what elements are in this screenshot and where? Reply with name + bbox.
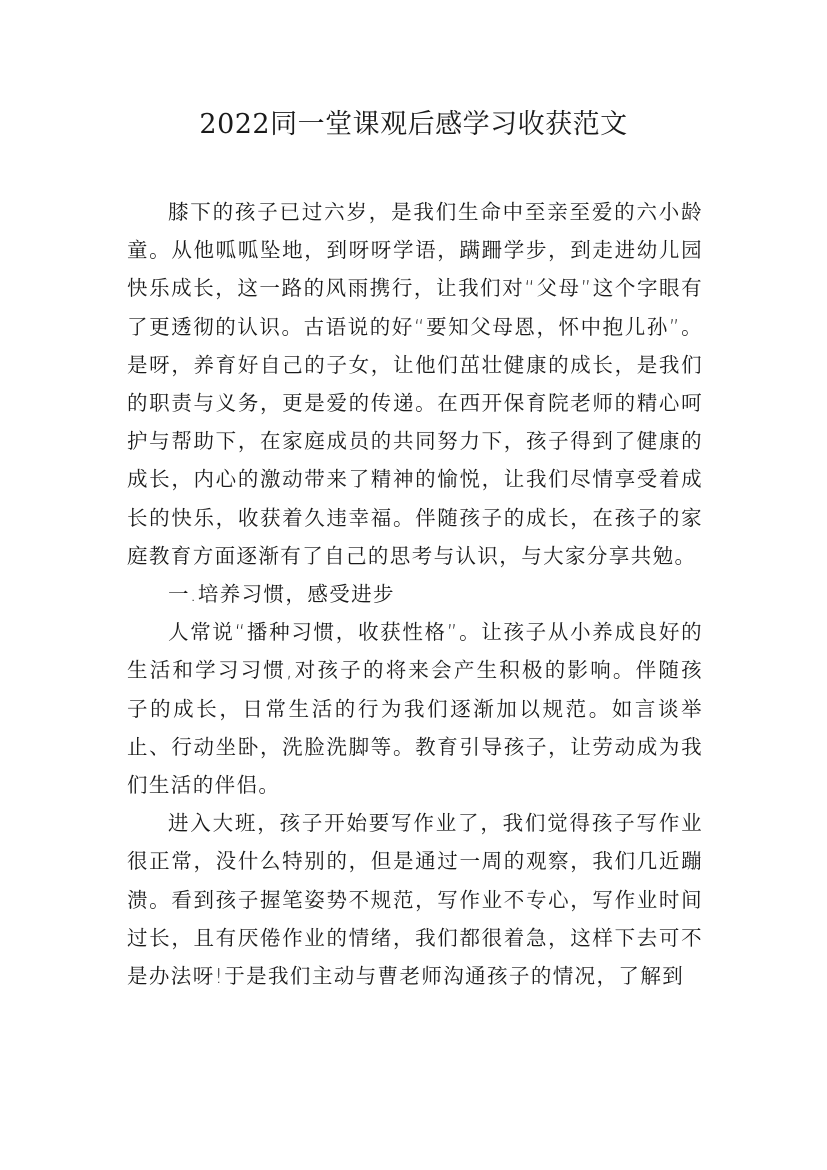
body-paragraph: 膝下的孩子已过六岁，是我们生命中至亲至爱的六小龄童。从他呱呱坠地，到呀呀学语，蹒跚学步，到走进幼儿园快乐成长，这一路的风雨携行，让我们对“父母”这个字眼有了更透彻的认识。古语说的好“要知父母恩，怀中抱儿孙”。是呀，养育好自己的子女，让他们茁壮健康的成长，是我们的职责与义务，更是爱的传递。在西开保育院老师的精心呵护与帮助下，在家庭成员的共同努力下，孩子得到了健康的成长，内心的激动带来了精神的愉悦，让我们尽情享受着成长的快乐，收获着久违幸福。伴随孩子的成长，在孩子的家庭教育方面逐渐有了自己的思考与认识，与大家分享共勉。	[127, 200, 703, 568]
document-body	[127, 193, 703, 995]
section-heading: 一.培养习惯，感受进步	[168, 582, 395, 607]
body-paragraph: 人常说“播种习惯，收获性格”。让孩子从小养成良好的生活和学习习惯,对孩子的将来会产生积极的影响。伴随孩子的成长，日常生活的行为我们逐渐加以规范。如言谈举止、行动坐卧，洗脸洗脚等。教育引导孩子，让劳动成为我们生活的伴侣。	[127, 620, 703, 798]
body-paragraph: 进入大班，孩子开始要写作业了，我们觉得孩子写作业很正常，没什么特别的，但是通过一周的观察，我们几近蹦溃。看到孩子握笔姿势不规范，写作业不专心，写作业时间过长，且有厌倦作业的情绪，我们都很着急，这样下去可不是办法呀!于是我们主动与曹老师沟通孩子的情况，了解到	[127, 811, 703, 989]
document-title: 2022同一堂课观后感学习收获范文	[199, 109, 628, 140]
